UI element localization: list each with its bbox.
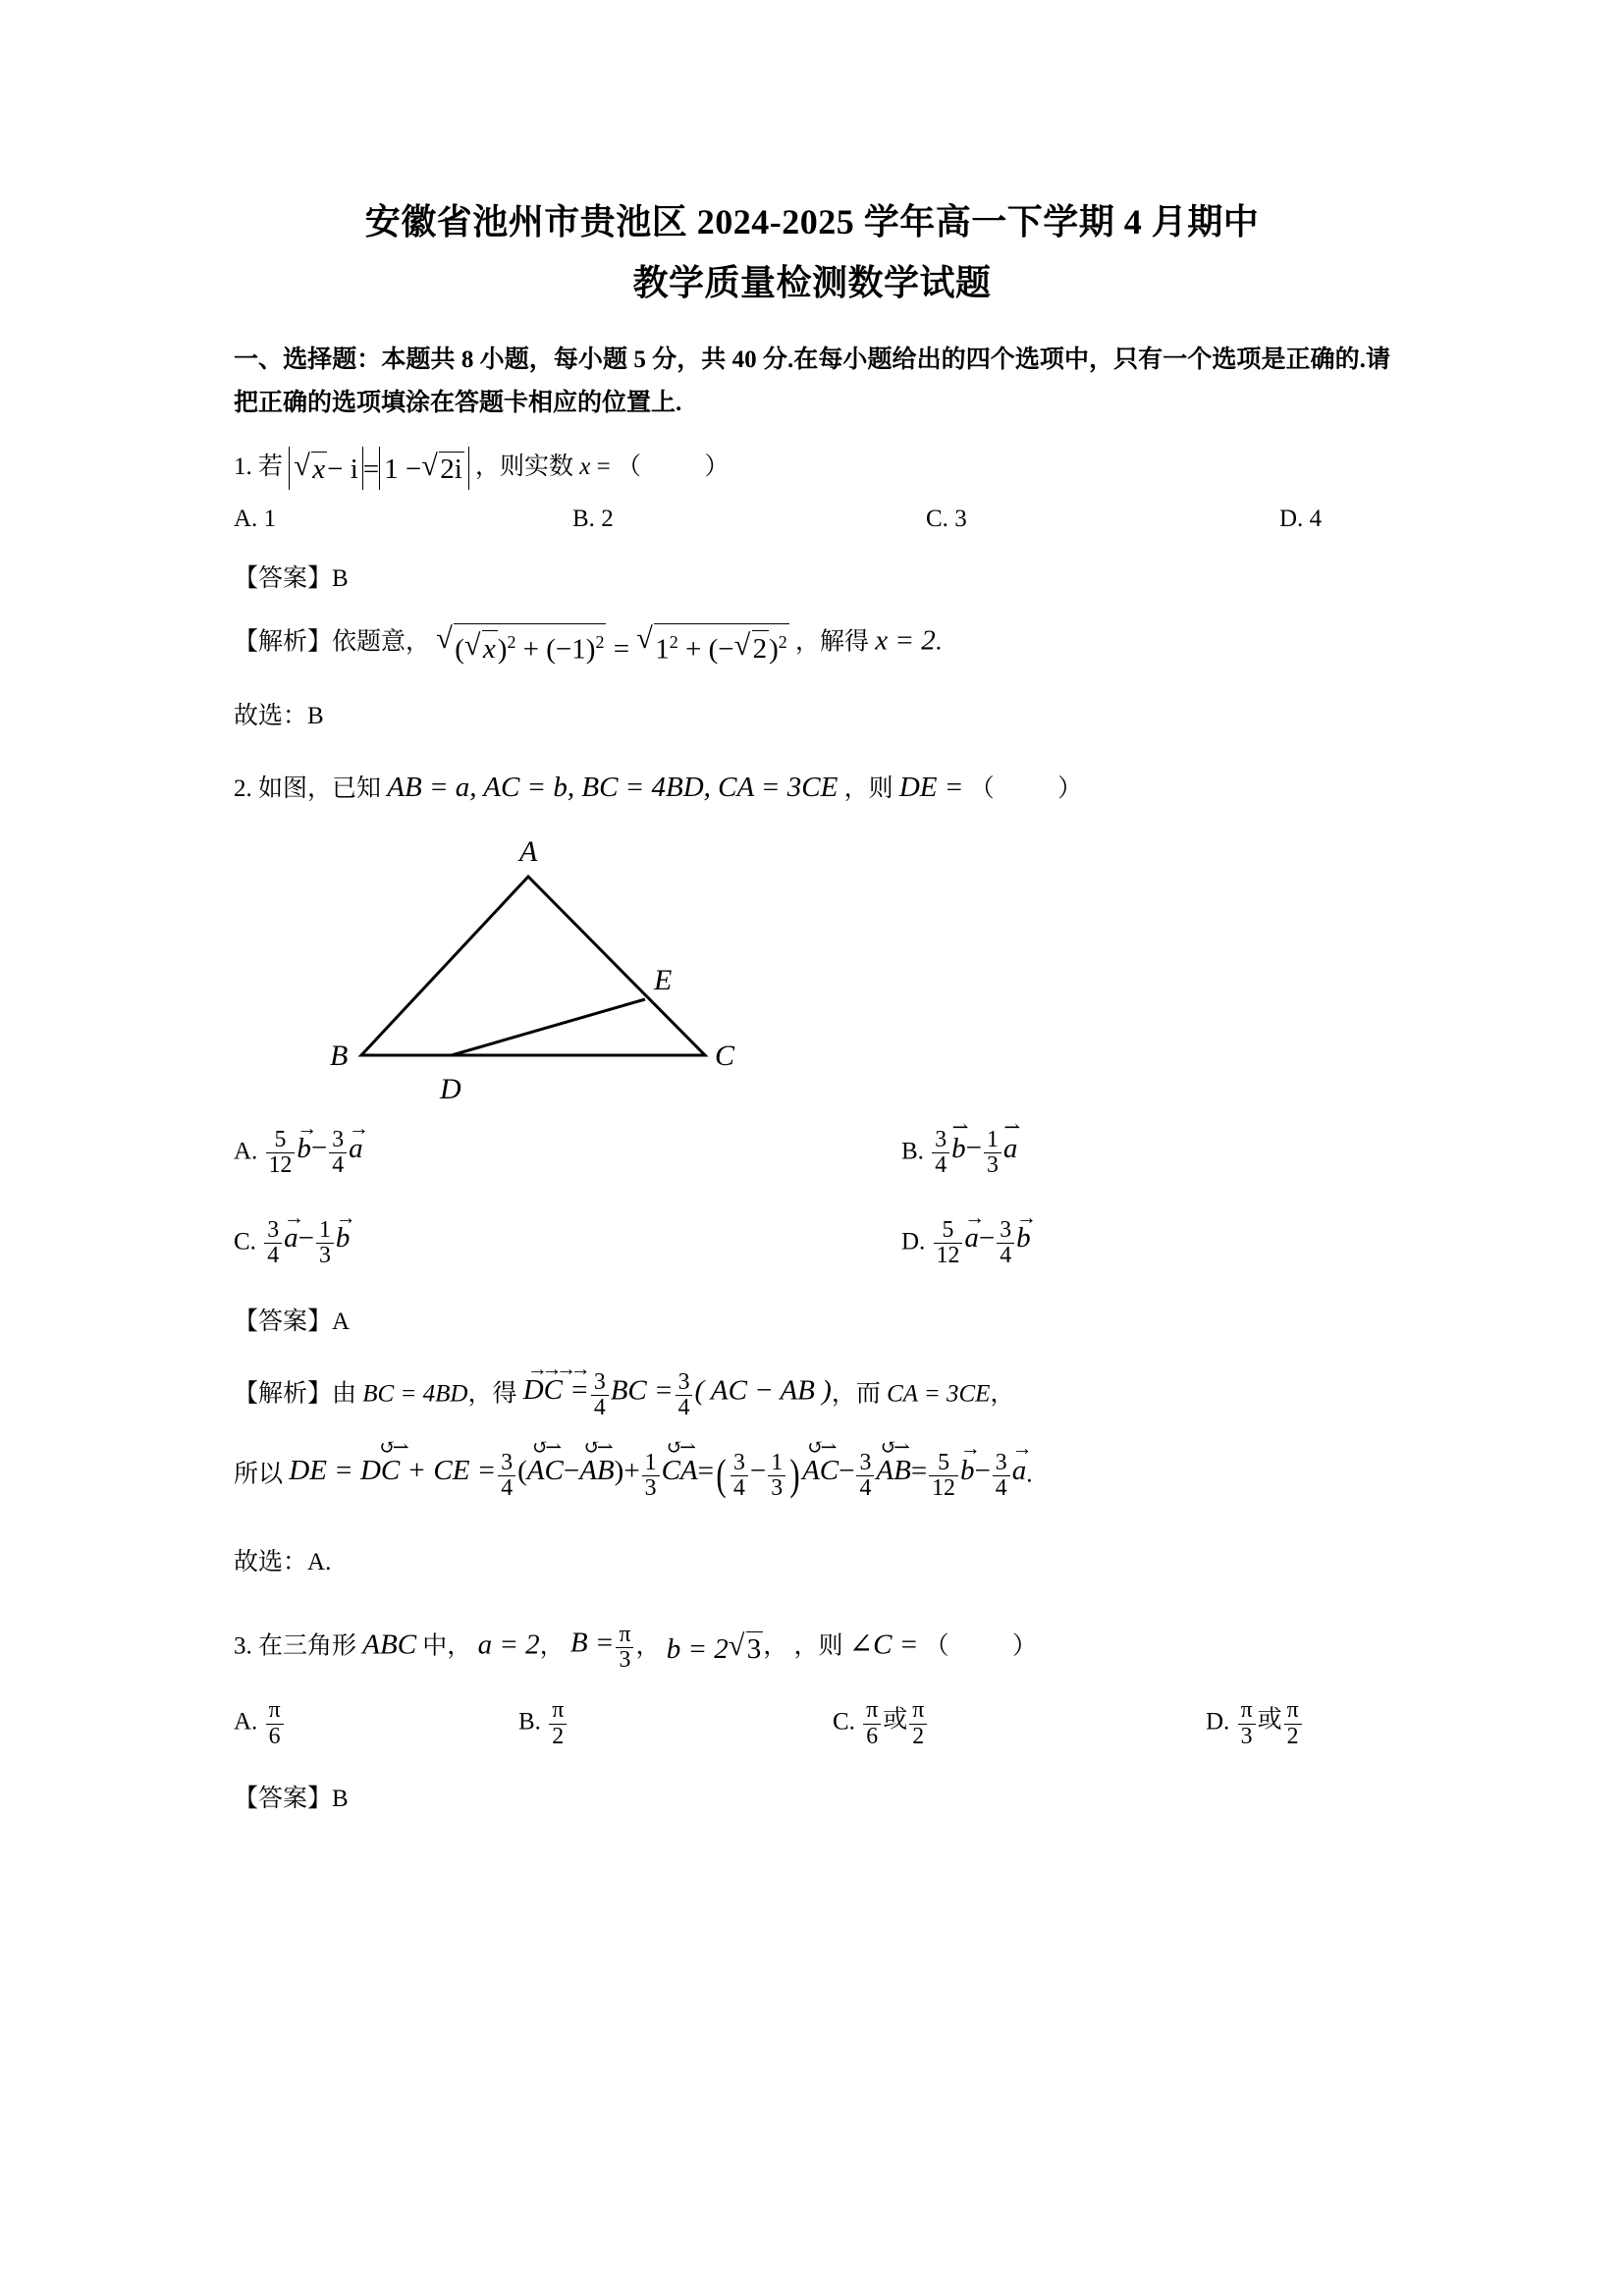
- answer-tag: 【答案】: [234, 1308, 333, 1336]
- option-d-label: D.: [901, 1228, 926, 1255]
- question-3-option-b[interactable]: B. $\frac{\pi}{2}$: [518, 1698, 833, 1748]
- answer-value: A: [332, 1308, 351, 1336]
- question-2-option-d[interactable]: D. $\frac{5}{12}$ → a− $\frac{3}{4}$ → b: [901, 1205, 1031, 1268]
- option-c-label: C.: [926, 506, 948, 533]
- question-2-prefix: 如图，已知: [258, 775, 382, 803]
- question-1-expression: √ x− i = 1 − √ 2i: [289, 447, 469, 490]
- question-2-option-c[interactable]: C. $\frac{3}{4}$ → a− $\frac{1}{3}$ → b: [234, 1205, 351, 1268]
- section-instruction: 一、选择题：本题共 8 小题，每小题 5 分，共 40 分.在每小题给出的四个选项中，只有一个选项是正确的.请把正确的选项填涂在答题卡相应的位置上.: [234, 347, 1390, 416]
- title-line-1: 安徽省池州市贵池区 2024-2025 学年高一下学期 4 月期中: [364, 202, 1260, 241]
- analysis-lead: 由: [332, 1380, 357, 1408]
- question-1-blank-close: ）: [704, 453, 730, 480]
- question-2-choose: [234, 1542, 1390, 1577]
- question-3-options: [234, 1698, 1390, 1748]
- analysis-equation-1: →→→→ DC = $\frac{3}{4}$ BC = $\frac{3}{4}$ ( AC − AB ): [522, 1356, 832, 1421]
- question-3-condition-3: b = 2 √ 3: [667, 1630, 764, 1666]
- analysis-mid: ，解得: [795, 629, 870, 657]
- answer-tag: 【答案】: [234, 1785, 333, 1812]
- option-c-label: C.: [833, 1708, 855, 1735]
- analysis-equation-2: ↺⇀ DE = DC + CE = $\frac{3}{4}$ ( ↺⇀ AC− ↺⇀ AB)+ $\frac{1}{3}$ ↺⇀ CA=( $\frac{3}{4}$ − $\frac{1}{3}$ ) ↺⇀ AC− $\frac{3}{4}$ ↺⇀ AB= $\frac{5}{12}$ → b− $\frac{3}{4}$ → a: [289, 1436, 1027, 1501]
- vertex-label-E: E: [654, 964, 673, 997]
- question-3-option-a[interactable]: A. $\frac{\pi}{6}$: [234, 1698, 518, 1748]
- option-b-value: 2: [601, 506, 614, 533]
- question-3-prefix: 在三角形: [258, 1632, 357, 1660]
- answer-value: B: [332, 1785, 349, 1812]
- analysis-end: .: [935, 629, 942, 657]
- analysis-er: ，而: [831, 1380, 881, 1408]
- question-3-blank-close: ）: [1012, 1632, 1038, 1660]
- question-1-blank-open: （: [617, 453, 642, 480]
- answer-tag: 【答案】: [234, 565, 333, 593]
- question-1-option-d[interactable]: [1279, 506, 1322, 533]
- question-3-option-c[interactable]: C. $\frac{\pi}{6}$ 或 $\frac{\pi}{2}$: [833, 1698, 1206, 1748]
- question-3-target: ∠C =: [848, 1629, 919, 1661]
- question-2-blank-open: （: [969, 775, 995, 803]
- document-body: [0, 339, 1624, 1814]
- analysis-lead: 依题意，: [332, 629, 431, 657]
- question-2-analysis-line-2: 所以 ↺⇀ DE = DC + CE = $\frac{3}{4}$ ( ↺⇀ AC− ↺⇀ AB)+ $\frac{1}{3}$ ↺⇀ CA=( $\frac{3}{4}$ − $\frac{1}{3}$ ) ↺⇀ AC− $\frac{3}{4}$ ↺⇀ AB= $\frac{5}{12}$ → b− $\frac{3}{4}$ → a.: [234, 1436, 1033, 1501]
- triangle-diagram: [324, 820, 756, 1106]
- question-1-choose: [234, 696, 1390, 731]
- question-2-option-a[interactable]: A. $\frac{5}{12}$ → b− $\frac{3}{4}$ → a: [234, 1115, 363, 1179]
- question-1-number: 1.: [234, 453, 252, 480]
- option-b-label: B.: [572, 506, 595, 533]
- question-2-number: 2.: [234, 775, 252, 803]
- question-3-then: ，则: [793, 1632, 843, 1660]
- title-line-2: 教学质量检测数学试题: [632, 263, 992, 302]
- option-a-label: A.: [234, 506, 258, 533]
- question-2-options-row-1: [234, 1115, 1390, 1179]
- choose-value: B: [307, 703, 324, 730]
- question-3-triangle: ABC: [362, 1629, 417, 1661]
- question-3-answer: [234, 1779, 1390, 1814]
- choose-tag: 故选：: [234, 703, 308, 730]
- question-2-figure: [234, 820, 1390, 1106]
- analysis-result: x = 2: [875, 625, 936, 658]
- option-b-label: B.: [901, 1138, 924, 1165]
- question-2-mid: ，则: [843, 775, 893, 803]
- question-2-option-b[interactable]: B. $\frac{3}{4}$ ⇀ b− $\frac{1}{3}$ ⇀ a: [901, 1116, 1018, 1179]
- question-2-stem: [234, 771, 1390, 806]
- option-a-label: A.: [234, 1138, 258, 1165]
- analysis-condition-2: CA = 3CE: [887, 1380, 991, 1408]
- choose-tag: 故选：: [234, 1549, 308, 1575]
- page-title: [0, 0, 1624, 313]
- question-3-option-d[interactable]: D. $\frac{\pi}{3}$ 或 $\frac{\pi}{2}$: [1206, 1698, 1304, 1748]
- question-1-stem: [234, 447, 1390, 490]
- vertex-label-C: C: [715, 1040, 735, 1073]
- option-a-value: 1: [263, 506, 277, 533]
- option-a-label: A.: [234, 1708, 258, 1735]
- question-2-answer: [234, 1302, 1390, 1337]
- question-2-options-row-2: [234, 1205, 1390, 1268]
- option-b-label: B.: [518, 1708, 541, 1735]
- question-2-analysis-line-1: 【解析】由 BC = 4BD，得 →→→→ DC = $\frac{3}{4}$ BC = $\frac{3}{4}$ ( AC − AB )，而 CA = 3CE，: [234, 1356, 1015, 1421]
- question-3-condition-1: a = 2: [477, 1629, 540, 1661]
- option-d-label: D.: [1206, 1708, 1230, 1735]
- option-d-label: D.: [1279, 506, 1304, 533]
- question-1-analysis-expression: √ ( √ $x)^2 + (-1)^2$ = √ $1^2$ + (− √ 2)$^2$: [436, 621, 788, 667]
- analysis-condition-1: BC = 4BD: [362, 1380, 468, 1408]
- question-2-given: AB = a, AC = b, BC = 4BD, CA = 3CE: [387, 772, 839, 804]
- answer-value: B: [332, 565, 349, 593]
- question-3-blank-open: （: [924, 1632, 949, 1660]
- question-3-condition-2: B = $\frac{\pi}{3}$: [570, 1623, 636, 1673]
- option-c-label: C.: [234, 1228, 256, 1255]
- question-1-prefix: 若: [258, 453, 284, 480]
- question-1-equals: =: [596, 453, 611, 480]
- analysis-so: 所以: [234, 1461, 284, 1488]
- question-1-answer: [234, 559, 1390, 594]
- question-2-target: DE =: [898, 772, 964, 804]
- question-3-stem: 3. 在三角形 ABC 中， a = 2， B = $\frac{\pi}{3}$ ， b = 2 √ 3， ，则 ∠C = （ ）: [234, 1623, 1390, 1673]
- vertex-label-A: A: [519, 835, 538, 869]
- question-3-number: 3.: [234, 1632, 252, 1660]
- question-1-variable: x: [579, 453, 591, 480]
- question-1-option-c[interactable]: [926, 506, 1279, 533]
- question-1-option-b[interactable]: [572, 506, 926, 533]
- question-2-blank-close: ）: [1057, 775, 1083, 803]
- question-1-analysis: [234, 621, 1390, 667]
- question-1-options: [234, 506, 1390, 533]
- vertex-label-B: B: [330, 1040, 349, 1073]
- analysis-tag: 【解析】: [234, 1380, 333, 1408]
- question-1-suffix: ，则实数: [475, 453, 574, 480]
- choose-value: A.: [307, 1549, 332, 1575]
- option-c-value: 3: [954, 506, 967, 533]
- option-d-value: 4: [1309, 506, 1323, 533]
- analysis-tag: 【解析】: [234, 629, 333, 657]
- analysis-connector: ，得: [467, 1380, 517, 1408]
- vertex-label-D: D: [440, 1073, 461, 1106]
- question-3-mid: 中，: [422, 1632, 472, 1660]
- question-1-option-a[interactable]: [234, 506, 572, 533]
